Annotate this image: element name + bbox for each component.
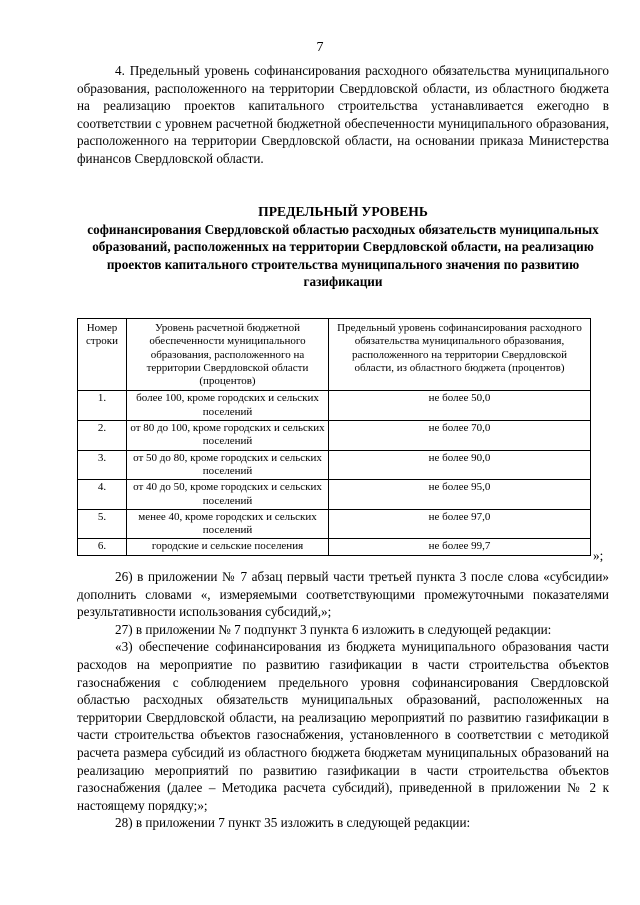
page-number: 7 [316, 40, 324, 55]
table-header-row [78, 319, 591, 391]
cofinancing-limit-cell: не более 95,0 [329, 480, 591, 510]
paragraph-27-quote: «3) обеспечение софинансирования из бюджета муниципального образования части расходов на мероприятие по развитию газификации в части строительства объектов газоснабжения с соблюдением предельного уровня софинансирования Свердловской областью расходных обязательств муниципальных образований, расположенных на территории Свердловской области, на реализацию мероприятий по развитию газификации в части строительства объектов газоснабжения, установленного в соответствии с методикой расчета размера субсидий из областного бюджета бюджетам муниципальных образований на реализацию мероприятий по развитию газификации в части строительства объектов газоснабжения (далее – Методика расчета субсидий), приведенной в приложении № 2 к настоящему порядку;»; [77, 639, 609, 813]
budget-level-cell: от 50 до 80, кроме городских и сельских поселений [127, 450, 329, 480]
row-number-cell: 4. [78, 480, 127, 510]
table-row [78, 421, 591, 451]
row-number-cell: 3. [78, 450, 127, 480]
heading-title: ПРЕДЕЛЬНЫЙ УРОВЕНЬ [258, 204, 428, 219]
header-row-number: Номер строки [78, 319, 127, 391]
amendments-block [77, 568, 609, 832]
table-row [78, 509, 591, 539]
paragraph-26: 26) в приложении № 7 абзац первый части третьей пункта 3 после слова «субсидии» дополнить словами «, измеряемыми соответствующими промежуточными показателями результативности использования субсидий,»; [77, 569, 609, 620]
cofinancing-limit-cell: не более 90,0 [329, 450, 591, 480]
cofinancing-table [77, 318, 591, 556]
budget-level-cell: городские и сельские поселения [127, 539, 329, 555]
heading-subtitle: софинансирования Свердловской областью расходных обязательств муниципальных образований, расположенных на территории Свердловской области, на реализацию проектов капитального строительства муниципального значения по развитию газификации [87, 221, 599, 290]
table-row [78, 391, 591, 421]
budget-level-cell: более 100, кроме городских и сельских поселений [127, 391, 329, 421]
budget-level-cell: от 40 до 50, кроме городских и сельских поселений [127, 480, 329, 510]
table-row [78, 450, 591, 480]
cofinancing-limit-cell: не более 50,0 [329, 391, 591, 421]
paragraph-28: 28) в приложении 7 пункт 35 изложить в следующей редакции: [115, 815, 471, 831]
paragraph-27: 27) в приложении № 7 подпункт 3 пункта 6 изложить в следующей редакции: [115, 621, 552, 637]
table-closing-mark: »; [593, 548, 604, 563]
row-number-cell: 1. [78, 391, 127, 421]
header-budget-level: Уровень расчетной бюджетной обеспеченности муниципального образования, расположенного на территории Свердловской области (процентов) [127, 319, 329, 391]
paragraph-4-block [77, 62, 609, 168]
table-heading [77, 203, 609, 291]
paragraph-4: 4. Предельный уровень софинансирования расходного обязательства муниципального образования, расположенного на территории Свердловской области, из областного бюджета на реализацию проектов капитального строительства устанавливается ежегодно в соответствии с уровнем расчетной бюджетной обеспеченности муниципального образования, расположенного на территории Свердловской области, на основании приказа Министерства финансов Свердловской области. [77, 63, 609, 166]
budget-level-cell: от 80 до 100, кроме городских и сельских поселений [127, 421, 329, 451]
header-cofinancing-limit: Предельный уровень софинансирования расходного обязательства муниципального образования, расположенного на территории Свердловской области, из областного бюджета (процентов) [329, 319, 591, 391]
row-number-cell: 5. [78, 509, 127, 539]
cofinancing-limit-cell: не более 97,0 [329, 509, 591, 539]
table-row [78, 480, 591, 510]
row-number-cell: 2. [78, 421, 127, 451]
budget-level-cell: менее 40, кроме городских и сельских поселений [127, 509, 329, 539]
cofinancing-limit-cell: не более 99,7 [329, 539, 591, 555]
table-row [78, 539, 591, 555]
row-number-cell: 6. [78, 539, 127, 555]
cofinancing-limit-cell: не более 70,0 [329, 421, 591, 451]
